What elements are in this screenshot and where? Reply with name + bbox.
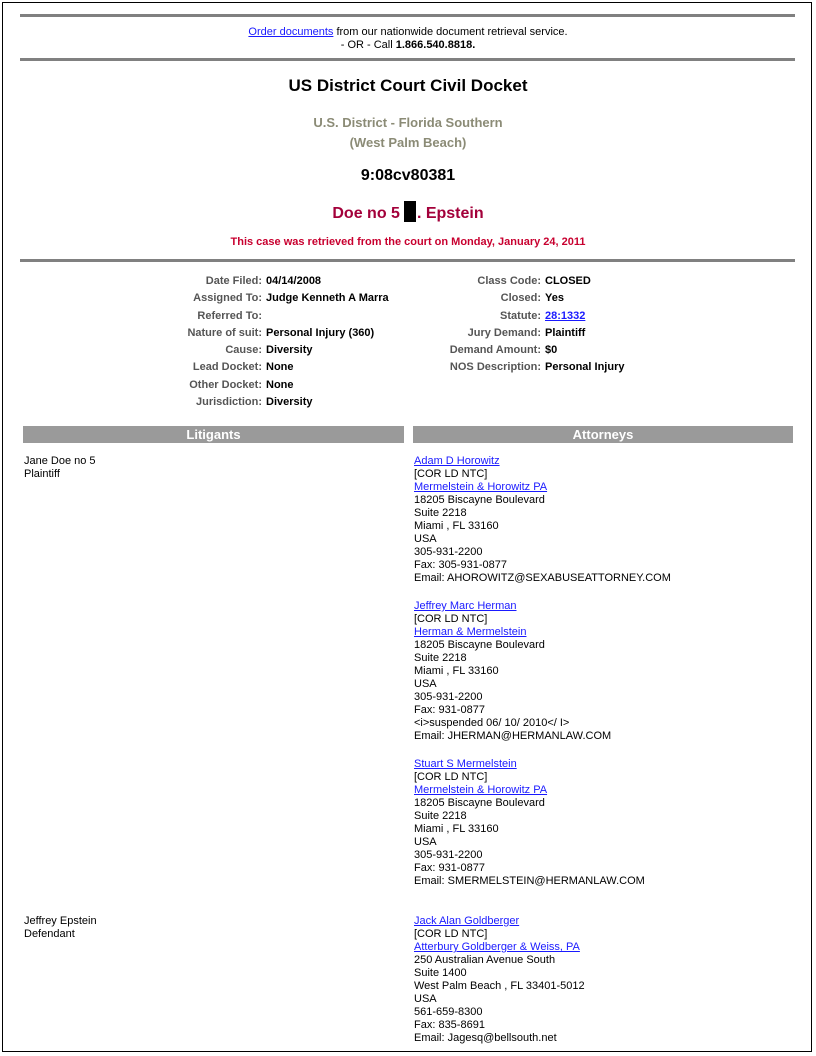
court-line-2: (West Palm Beach) — [349, 135, 467, 150]
attorney-fax: Fax: 305-931-0877 — [414, 559, 507, 571]
attorney-address: 18205 Biscayne Boulevard — [414, 494, 545, 506]
attorney-email: Email: JHERMAN@HERMANLAW.COM — [414, 730, 612, 742]
order-documents-link[interactable]: Order documents — [248, 26, 334, 38]
label-nature-of-suit: Nature of suit: — [187, 326, 262, 339]
attorney-name-link[interactable]: Jeffrey Marc Herman — [414, 600, 517, 612]
value-assigned-to: Judge Kenneth A Marra — [266, 292, 389, 305]
attorney-email: Email: AHOROWITZ@SEXABUSEATTORNEY.COM — [414, 572, 671, 584]
case-name — [0, 201, 816, 223]
attorney-phone: 561-659-8300 — [414, 1006, 483, 1018]
attorney-designation: [COR LD NTC] — [414, 928, 488, 940]
value-closed: Yes — [545, 292, 564, 305]
litigant-name: Jeffrey Epstein — [24, 915, 97, 927]
label-demand-amount: Demand Amount: — [449, 344, 541, 357]
details-right-values — [545, 273, 624, 377]
value-demand-amount: $0 — [545, 344, 558, 357]
attorney-address: 18205 Biscayne Boulevard — [414, 797, 545, 809]
attorney-suite: Suite 1400 — [414, 967, 467, 979]
attorney-fax: Fax: 931-0877 — [414, 704, 485, 716]
attorney-country: USA — [414, 533, 437, 545]
attorney-entry — [414, 915, 585, 1045]
attorney-name-link[interactable]: Jack Alan Goldberger — [414, 915, 520, 927]
header-rule — [20, 58, 795, 61]
litigant-role: Defendant — [24, 928, 75, 940]
retrieved-notice: This case was retrieved from the court on Monday, January 24, 2011 — [230, 236, 586, 248]
attorney-city: West Palm Beach , FL 33401-5012 — [414, 980, 585, 992]
label-nos-description: NOS Description: — [449, 361, 541, 374]
attorney-phone: 305-931-2200 — [414, 546, 483, 558]
attorney-city: Miami , FL 33160 — [414, 520, 499, 532]
attorney-city: Miami , FL 33160 — [414, 823, 499, 835]
attorney-address: 250 Australian Avenue South — [414, 954, 556, 966]
label-statute: Statute: — [500, 309, 541, 322]
attorney-suite: Suite 2218 — [414, 652, 467, 664]
attorney-designation: [COR LD NTC] — [414, 468, 488, 480]
litigant-name: Jane Doe no 5 — [24, 455, 96, 467]
label-assigned-to: Assigned To: — [193, 292, 262, 305]
attorney-suite: Suite 2218 — [414, 810, 467, 822]
attorney-designation: [COR LD NTC] — [414, 771, 488, 783]
attorney-fax: Fax: 835-8691 — [414, 1019, 485, 1031]
court-name — [0, 113, 816, 153]
attorney-note: <i>suspended 06/ 10/ 2010</ I> — [414, 717, 570, 729]
top-rule — [20, 14, 795, 17]
label-class-code: Class Code: — [477, 275, 541, 287]
value-cause: Diversity — [266, 344, 313, 357]
attorney-name-link[interactable]: Stuart S Mermelstein — [414, 758, 517, 770]
attorney-firm-link[interactable]: Mermelstein & Horowitz PA — [414, 784, 548, 796]
label-jury-demand: Jury Demand: — [467, 326, 541, 339]
order-text: from our nationwide document retrieval service. — [333, 26, 568, 38]
details-left-labels — [140, 273, 262, 411]
case-name-right: . Epstein — [416, 205, 484, 222]
value-nature-of-suit: Personal Injury (360) — [266, 326, 375, 339]
label-other-docket: Other Docket: — [189, 378, 262, 391]
attorney-city: Miami , FL 33160 — [414, 665, 499, 677]
attorney-suite: Suite 2218 — [414, 507, 467, 519]
litigant-defendant — [24, 915, 97, 941]
case-number: 9:08cv80381 — [360, 167, 456, 184]
attorney-email: Email: SMERMELSTEIN@HERMANLAW.COM — [414, 875, 645, 887]
page-frame — [2, 2, 812, 1052]
attorney-firm-link[interactable]: Mermelstein & Horowitz PA — [414, 481, 548, 493]
attorney-firm-link[interactable]: Herman & Mermelstein — [414, 626, 527, 638]
label-jurisdiction: Jurisdiction: — [195, 396, 262, 409]
value-lead-docket: None — [266, 361, 294, 374]
call-prefix: - OR - Call — [340, 39, 396, 51]
label-date-filed: Date Filed: — [205, 275, 262, 287]
value-jury-demand: Plaintiff — [545, 326, 586, 339]
value-class-code: CLOSED — [545, 275, 591, 287]
attorney-country: USA — [414, 836, 437, 848]
litigants-header: Litigants — [23, 426, 404, 443]
label-closed: Closed: — [500, 292, 541, 305]
attorney-country: USA — [414, 678, 437, 690]
page-title: US District Court Civil Docket — [288, 76, 528, 95]
attorney-firm-link[interactable]: Atterbury Goldberger & Weiss, PA — [414, 941, 580, 953]
label-lead-docket: Lead Docket: — [192, 361, 262, 374]
value-other-docket: None — [266, 378, 294, 391]
litigant-role: Plaintiff — [24, 468, 60, 480]
attorney-fax: Fax: 931-0877 — [414, 862, 485, 874]
redaction-box — [404, 201, 416, 222]
label-cause: Cause: — [225, 344, 262, 357]
attorney-phone: 305-931-2200 — [414, 849, 483, 861]
attorney-email: Email: Jagesq@bellsouth.net — [414, 1032, 557, 1044]
attorney-name-link[interactable]: Adam D Horowitz — [414, 455, 500, 467]
attorney-entry — [414, 455, 671, 585]
value-date-filed: 04/14/2008 — [266, 275, 322, 287]
court-line-1: U.S. District - Florida Southern — [313, 115, 503, 130]
attorney-phone: 305-931-2200 — [414, 691, 483, 703]
label-referred-to: Referred To: — [197, 309, 262, 322]
value-referred-to — [266, 308, 389, 325]
details-rule — [20, 259, 795, 262]
attorney-country: USA — [414, 993, 437, 1005]
phone-number: 1.866.540.8818. — [395, 39, 476, 51]
attorney-designation: [COR LD NTC] — [414, 613, 488, 625]
case-name-left: Doe no 5 — [332, 205, 400, 222]
value-jurisdiction: Diversity — [266, 396, 313, 409]
attorneys-header: Attorneys — [413, 426, 793, 443]
attorney-entry — [414, 600, 611, 743]
details-left-values — [266, 273, 389, 411]
value-nos-description: Personal Injury — [545, 361, 625, 374]
litigant-plaintiff — [24, 455, 96, 481]
attorney-address: 18205 Biscayne Boulevard — [414, 639, 545, 651]
order-banner — [0, 26, 816, 52]
attorney-entry — [414, 758, 645, 888]
statute-link[interactable]: 28:1332 — [545, 309, 586, 322]
details-right-labels — [420, 273, 541, 377]
